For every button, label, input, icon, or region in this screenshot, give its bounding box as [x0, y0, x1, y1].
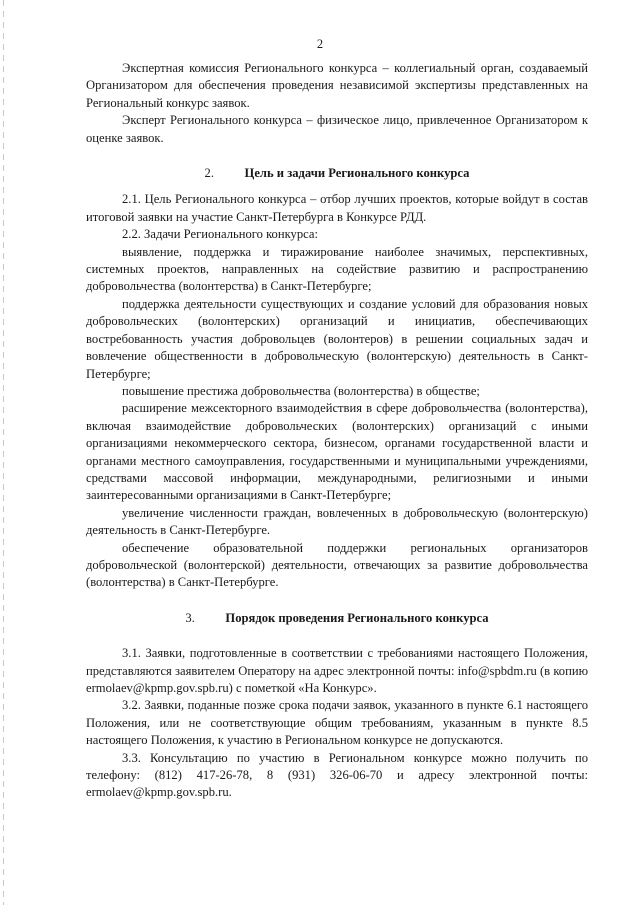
task-item: выявление, поддержка и тиражирование наиболее значимых, перспективных, системных проектов, направленных на содействие развитию и распространению добровольчества (волонтерства) в Санкт-Петербурге; [86, 244, 588, 294]
task-item: повышение престижа добровольчества (волонтерства) в обществе; [122, 383, 480, 398]
section-3-heading [86, 610, 588, 627]
clause-3-3: 3.3. Консультацию по участию в Региональном конкурсе можно получить по телефону: (812) 417-26-78, 8 (931) 326-06-70 и адресу электронной почты: ermolaev@kpmp.gov.spb.ru. [86, 750, 588, 800]
clause-2-1: 2.1. Цель Регионального конкурса – отбор лучших проектов, которые войдут в состав итоговой заявки на участие Санкт-Петербурга в Конкурсе РДД. [86, 192, 588, 224]
clause-2-2: 2.2. Задачи Регионального конкурса: [122, 227, 318, 242]
task-item: поддержка деятельности существующих и создание условий для образования новых добровольческих (волонтерских) организаций и инициатив, обеспечивающих востребованность участия добровольцев (волонтеров) в решении социальных задач и вовлечение общественности в добровольческую (волонтерскую) деятельность в Санкт-Петербурге; [86, 296, 588, 381]
section-2-number: 2. [204, 166, 214, 181]
task-item: обеспечение образовательной поддержки региональных организаторов добровольческой (волонтерской) деятельности, отвечающих за развитие добровольчества (волонтерства) в Санкт-Петербурге. [86, 540, 588, 590]
section-3-title: Порядок проведения Регионального конкурса [225, 610, 489, 625]
definition-expert-commission: Экспертная комиссия Регионального конкурса – коллегиальный орган, создаваемый Организатором для обеспечения проведения независимой экспертизы представленных на Региональный конкурс заявок. [86, 61, 588, 110]
task-item: расширение межсекторного взаимодействия в сфере добровольчества (волонтерства), включая взаимодействие добровольческих (волонтерских) организаций с иными организациями некоммерческого сектора, бизнесом, органами государственной власти и органами местного самоуправления, государственными и муниципальными учреждениями, средствами массовой информации, международными, религиозными и иными заинтересованными организациями в Санкт-Петербурге; [86, 401, 588, 503]
definition-expert: Эксперт Регионального конкурса – физическое лицо, привлеченное Организатором к оценке заявок. [86, 113, 588, 145]
page-number: 2 [316, 37, 324, 51]
section-2-heading [86, 165, 588, 182]
document-body [86, 60, 588, 802]
clause-3-1: 3.1. Заявки, подготовленные в соответствии с требованиями настоящего Положения, представляются заявителем Оператору на адрес электронной почты: info@spbdm.ru (в копию ermolaev@kpmp.gov.spb.ru) с пометкой «На Конкурс». [86, 646, 588, 695]
section-2-title: Цель и задачи Регионального конкурса [244, 166, 470, 181]
scan-edge-line [3, 0, 4, 905]
section-3-number: 3. [185, 610, 195, 625]
clause-3-2: 3.2. Заявки, поданные позже срока подачи заявок, указанного в пункте 6.1 настоящего Положения, или не соответствующие общим требованиям, указанным в пункте 8.5 настоящего Положения, к участию в Региональном конкурсе не допускаются. [86, 698, 588, 748]
task-item: увеличение численности граждан, вовлеченных в добровольческую (волонтерскую) деятельность в Санкт-Петербурге. [86, 505, 588, 538]
